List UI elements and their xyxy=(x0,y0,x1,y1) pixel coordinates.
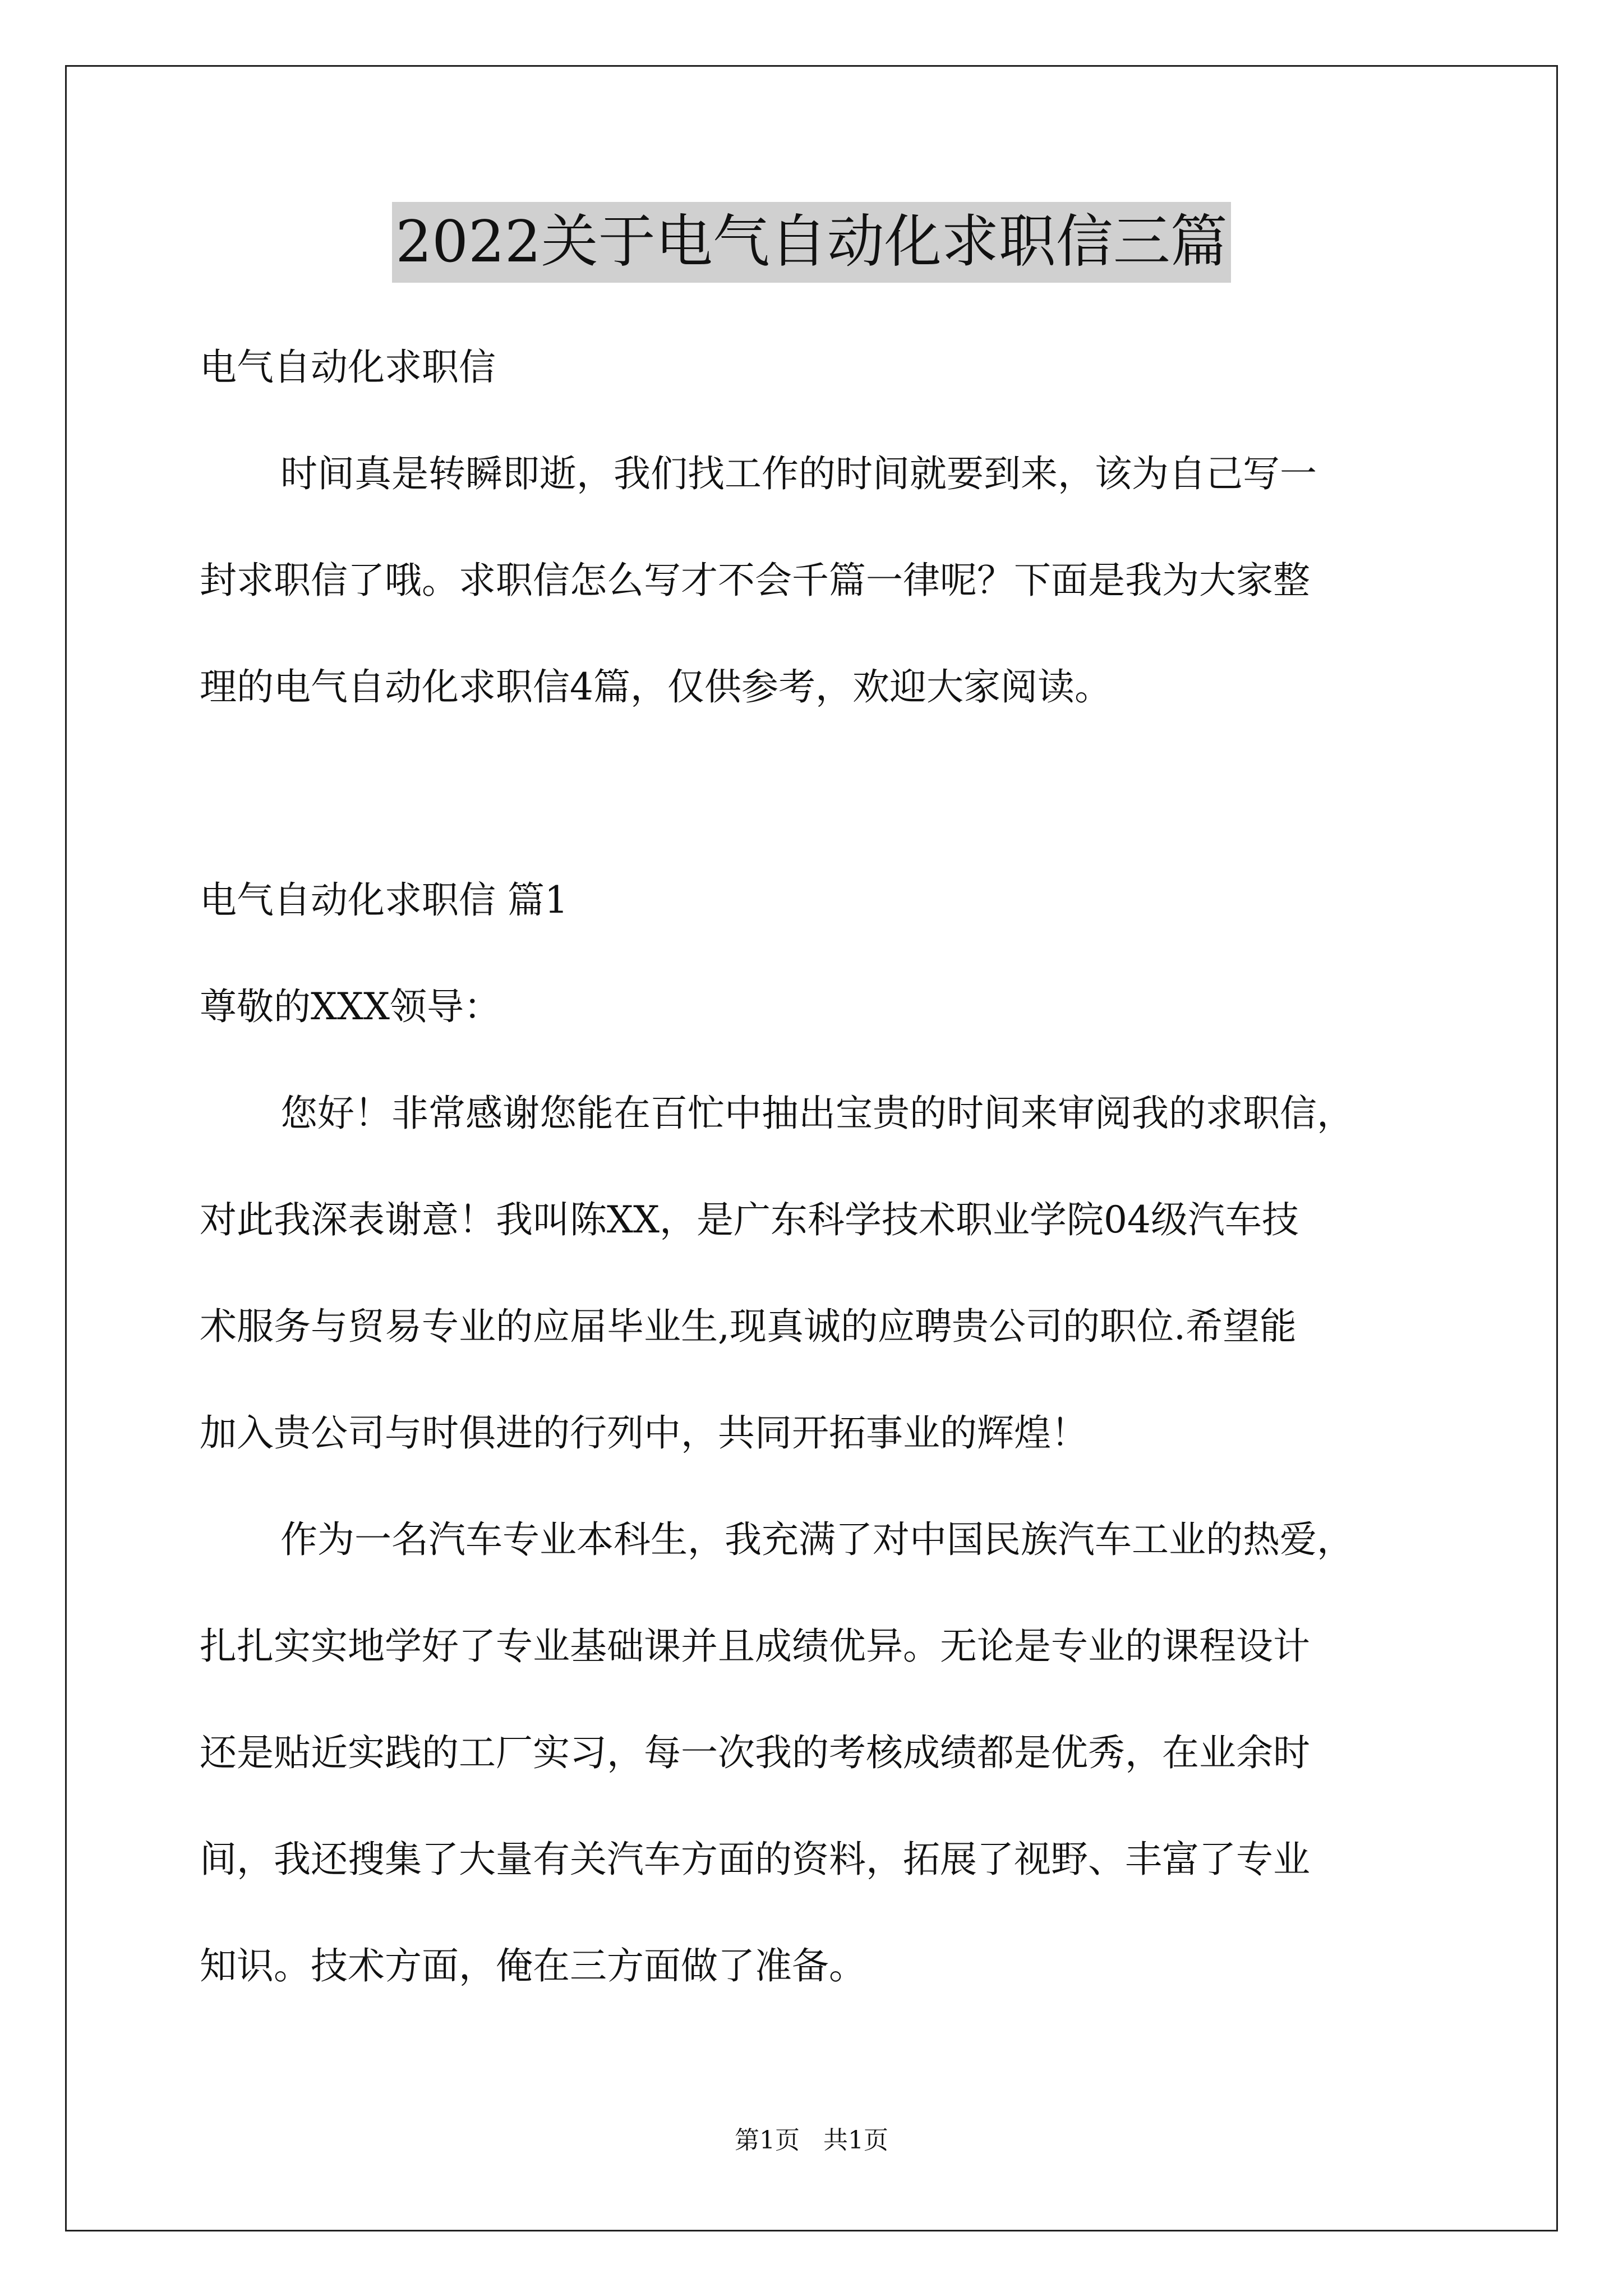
paragraph2-line: 知识。技术方面，俺在三方面做了准备。 xyxy=(200,1944,866,1987)
paragraph2-line: 扎扎实实地学好了专业基础课并且成绩优异。无论是专业的课程设计 xyxy=(200,1625,1310,1668)
title-container xyxy=(0,202,1623,283)
document-body xyxy=(200,314,1428,2019)
paragraph2-line: 间，我还搜集了大量有关汽车方面的资料，拓展了视野、丰富了专业 xyxy=(200,1838,1310,1881)
section-heading: 电气自动化求职信 篇1 xyxy=(200,878,568,922)
salutation: 尊敬的XXX领导： xyxy=(200,985,501,1028)
paragraph2-line: 还是贴近实践的工厂实习，每一次我的考核成绩都是优秀，在业余时 xyxy=(200,1731,1310,1774)
intro-line: 理的电气自动化求职信4篇，仅供参考，欢迎大家阅读。 xyxy=(200,665,1112,708)
blank-line xyxy=(200,740,1428,847)
paragraph2-line: 作为一名汽车专业本科生，我充满了对中国民族汽车工业的热爱， xyxy=(280,1518,1354,1561)
paragraph1-line: 您好！非常感谢您能在百忙中抽出宝贵的时间来审阅我的求职信， xyxy=(280,1092,1354,1135)
paragraph1-line: 加入贵公司与时俱进的行列中，共同开拓事业的辉煌！ xyxy=(200,1411,1088,1455)
intro-line: 时间真是转瞬即逝，我们找工作的时间就要到来，该为自己写一 xyxy=(280,452,1317,495)
intro-line: 封求职信了哦。求职信怎么写才不会千篇一律呢？下面是我为大家整 xyxy=(200,559,1310,602)
intro-heading: 电气自动化求职信 xyxy=(200,346,496,389)
page-footer: 第1页 共1页 xyxy=(735,2126,888,2155)
paragraph1-line: 对此我深表谢意！我叫陈XX，是广东科学技术职业学院04级汽车技 xyxy=(200,1198,1299,1241)
paragraph1-line: 术服务与贸易专业的应届毕业生,现真诚的应聘贵公司的职位.希望能 xyxy=(200,1305,1297,1348)
document-title: 2022关于电气自动化求职信三篇 xyxy=(392,202,1231,283)
